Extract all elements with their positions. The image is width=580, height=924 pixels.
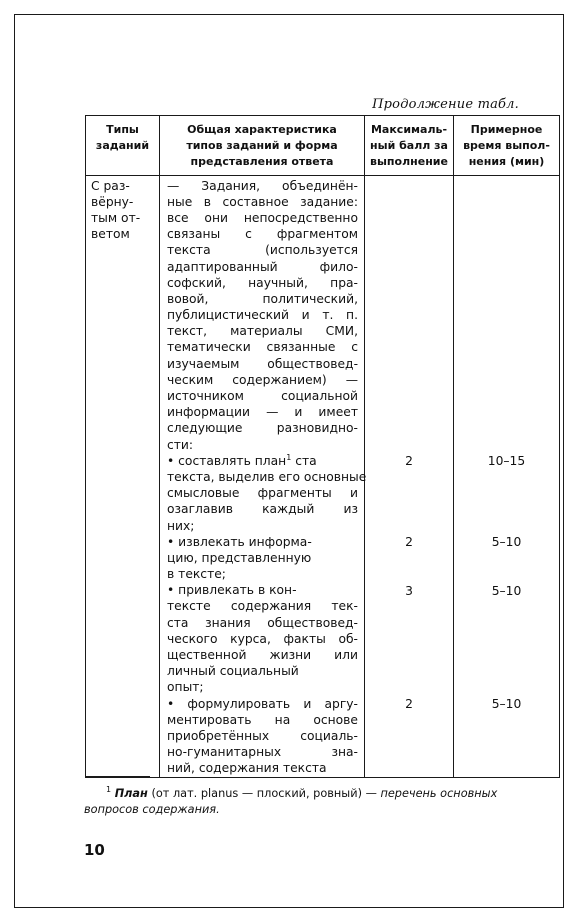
approx-time-cell: [454, 175, 560, 777]
time-value: 5–10: [491, 696, 522, 711]
description-line: все они непосредственно: [167, 210, 358, 225]
spacer: [365, 550, 453, 582]
footnote-ref: 1: [286, 452, 292, 462]
table-continuation-label: Продолжение табл.: [372, 97, 519, 112]
header-line: Примерное: [470, 123, 543, 136]
assessment-table: [85, 115, 560, 778]
description-line: тематически связанные с: [167, 340, 358, 355]
list-item-line: приобретённых социаль-: [167, 728, 358, 743]
footnote-line-2: [84, 802, 518, 818]
description-line: публицистический и т. п.: [167, 308, 358, 323]
header-line: выполнение: [370, 155, 448, 169]
list-item-line: них;: [167, 518, 195, 533]
type-line: тым от-: [91, 210, 141, 225]
time-value: 10–15: [487, 453, 526, 468]
description-line: ческим содержанием) —: [167, 372, 358, 387]
list-item-line: смысловые фрагменты и: [167, 486, 358, 501]
footnote-line-1: [84, 786, 518, 802]
task-type-cell: [86, 175, 160, 777]
description-line: источником социальной: [167, 389, 358, 403]
header-line: время выпол-: [463, 139, 550, 153]
description-line: софский, научный, пра-: [167, 275, 358, 290]
footnote-divider: [86, 776, 150, 777]
header-line: типов заданий и форма: [186, 139, 338, 153]
header-characteristics: [160, 116, 365, 176]
header-line: заданий: [95, 139, 150, 153]
list-item-line: ста знания обществовед-: [167, 615, 358, 630]
spacer: [454, 178, 559, 453]
spacer: [454, 599, 559, 696]
header-max-score: [365, 116, 454, 176]
description-line: ные в составное задание:: [167, 194, 358, 209]
footnote-definition: вопросов содержания.: [84, 803, 220, 816]
list-item-line: личный социальный: [167, 664, 299, 679]
description-line: текст, материалы СМИ,: [167, 324, 358, 339]
score-value: 3: [405, 583, 413, 598]
description-line: связаны с фрагментом: [167, 227, 358, 242]
max-score-cell: [365, 175, 454, 777]
description-line: — Задания, объединён-: [167, 178, 358, 193]
footnote-term: План: [114, 787, 148, 800]
header-line: Типы: [106, 123, 139, 136]
description-line: сти:: [167, 437, 194, 452]
description-line: изучаемым обществовед-: [167, 356, 358, 371]
spacer: [365, 178, 453, 453]
time-value: 5–10: [491, 583, 522, 598]
type-line: С раз-: [91, 178, 130, 193]
header-approx-time: [454, 116, 560, 176]
description-line: вовой, политический,: [167, 291, 358, 306]
list-item-line: ний, содержания текста: [167, 761, 327, 776]
score-value: 2: [405, 696, 413, 711]
description-line: информации — и имеет: [167, 405, 358, 420]
footnote-gloss: (от лат. planus — плоский, ровный) —: [147, 787, 381, 800]
type-line: вёрну-: [91, 194, 134, 209]
list-item-line: щественной жизни или: [167, 648, 358, 662]
list-item-line: • формулировать и аргу-: [167, 696, 358, 711]
list-item-line: • извлекать информа-: [167, 534, 312, 549]
list-item-line: но-гуманитарных зна-: [167, 745, 358, 760]
list-item-plan-first-line: [167, 453, 358, 469]
header-line: Максималь-: [370, 123, 448, 136]
header-line: представления ответа: [190, 155, 334, 169]
footnote: [84, 786, 518, 818]
list-item-line: • привлекать в кон-: [167, 583, 297, 598]
list-item-line: цию, представленную: [167, 550, 312, 565]
spacer: [365, 469, 453, 534]
page-number: 10: [84, 841, 105, 859]
list-item-line: озаглавив каждый из: [167, 502, 358, 517]
list-item-line: ментировать на основе: [167, 712, 358, 727]
spacer: [365, 599, 453, 696]
spacer: [454, 469, 559, 534]
type-line: ветом: [91, 227, 130, 242]
spacer: [454, 550, 559, 582]
book-page: [14, 14, 564, 908]
list-item-line: текста, выделив его основные: [167, 469, 367, 484]
table-row: [86, 175, 560, 777]
score-value: 2: [405, 534, 413, 549]
description-line: текста (используется: [167, 243, 358, 258]
header-line: Общая характеристика: [187, 123, 337, 136]
time-value: 5–10: [491, 534, 522, 549]
header-line: нения (мин): [468, 155, 545, 169]
table-header-row: [86, 116, 560, 176]
list-item-text: ста: [295, 453, 317, 468]
list-item-text: • составлять план: [167, 453, 287, 468]
description-line: адаптированный фило-: [167, 259, 358, 274]
footnote-marker: 1: [106, 785, 112, 795]
description-cell: [160, 175, 365, 777]
header-task-types: [86, 116, 160, 176]
score-value: 2: [405, 453, 413, 468]
list-item-line: тексте содержания тек-: [167, 599, 358, 614]
list-item-line: в тексте;: [167, 567, 226, 582]
footnote-definition: перечень основных: [380, 787, 498, 800]
description-line: следующие разновидно-: [167, 421, 358, 436]
list-item-line: ческого курса, факты об-: [167, 631, 358, 646]
list-item-line: опыт;: [167, 680, 204, 695]
header-line: ный балл за: [370, 139, 448, 153]
